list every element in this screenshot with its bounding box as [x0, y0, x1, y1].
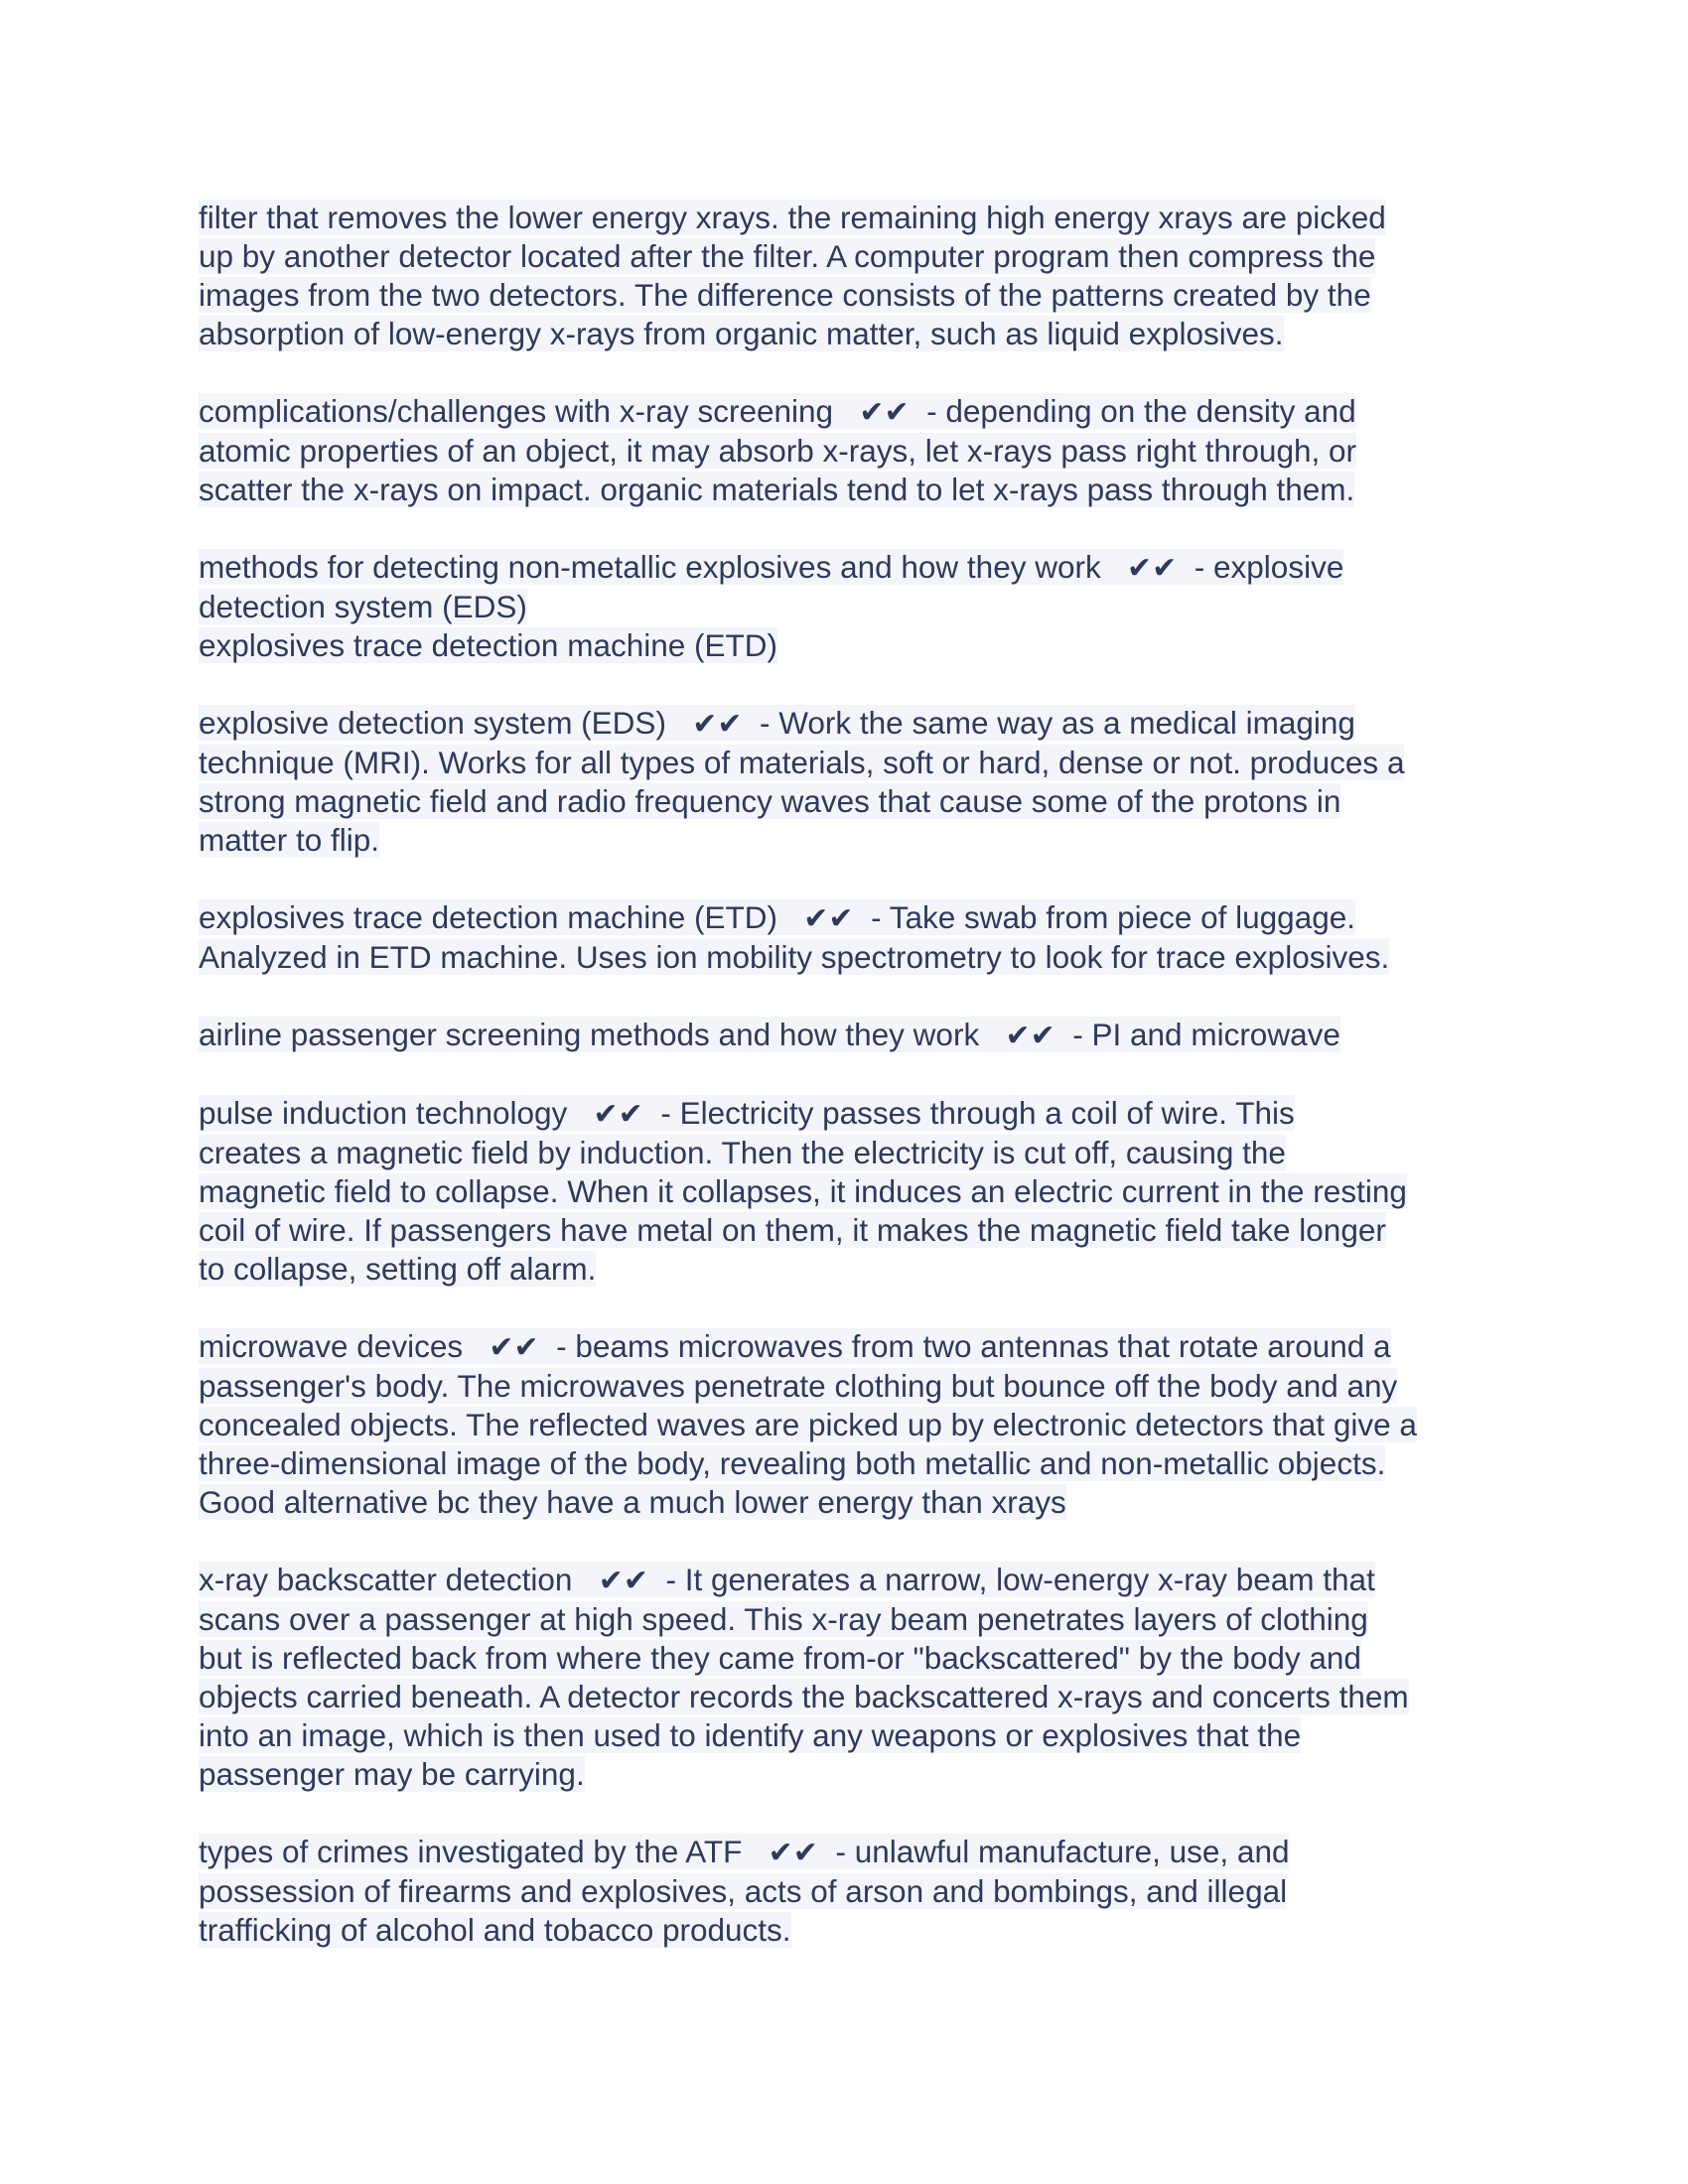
- entry-answer-start: - Work the same way as a medical imaging: [760, 705, 1355, 741]
- text-line: explosives trace detection machine (ETD): [199, 627, 777, 663]
- flashcard-entry: [199, 704, 1509, 860]
- flashcard-entry: [199, 1327, 1509, 1522]
- text-line: technique (MRI). Works for all types of materials, soft or hard, dense or not. produces a: [199, 745, 1405, 780]
- flashcard-entry: [199, 1561, 1509, 1794]
- text-line: scatter the x-rays on impact. organic materials tend to let x-rays pass through them.: [199, 472, 1355, 507]
- text-line: detection system (EDS): [199, 589, 527, 624]
- entry-first-line: [199, 392, 1509, 432]
- entry-answer-start: - explosive: [1194, 549, 1344, 585]
- entry-first-line: [199, 1094, 1509, 1134]
- entry-term: types of crimes investigated by the ATF: [199, 1834, 743, 1869]
- entry-term: complications/challenges with x-ray screening: [199, 393, 834, 429]
- text-line: up by another detector located after the filter. A computer program then compress the: [199, 238, 1376, 274]
- double-check-icon: ✔✔: [768, 1836, 818, 1870]
- text-line: passenger may be carrying.: [199, 1756, 585, 1792]
- entry-answer-start: - Electricity passes through a coil of wire. This: [660, 1095, 1295, 1131]
- text-line: objects carried beneath. A detector records the backscattered x-rays and concerts them: [199, 1679, 1409, 1714]
- entry-term: x-ray backscatter detection: [199, 1562, 573, 1597]
- double-check-icon: ✔✔: [692, 707, 743, 742]
- flashcard-entry: [199, 898, 1509, 977]
- double-check-icon: ✔✔: [598, 1564, 648, 1598]
- text-line: creates a magnetic field by induction. Then the electricity is cut off, causing the: [199, 1135, 1286, 1170]
- entry-first-line: [199, 1561, 1509, 1600]
- double-check-icon: ✔✔: [489, 1330, 539, 1365]
- flashcard-entry: [199, 1016, 1509, 1055]
- text-line: trafficking of alcohol and tobacco products.: [199, 1912, 791, 1948]
- text-line: three-dimensional image of the body, revealing both metallic and non-metallic objects.: [199, 1445, 1386, 1481]
- entry-answer-start: - beams microwaves from two antennas that rotate around a: [556, 1328, 1391, 1364]
- text-line: possession of firearms and explosives, acts of arson and bombings, and illegal: [199, 1873, 1288, 1909]
- entry-term: explosive detection system (EDS): [199, 705, 666, 741]
- entry-term: pulse induction technology: [199, 1095, 568, 1131]
- entry-first-line: [199, 1327, 1509, 1367]
- flashcard-entry: [199, 1094, 1509, 1289]
- entry-first-line: [199, 898, 1509, 938]
- double-check-icon: ✔✔: [859, 395, 910, 430]
- text-line: strong magnetic field and radio frequency waves that cause some of the protons in: [199, 783, 1341, 819]
- flashcard-entry: [199, 392, 1509, 509]
- double-check-icon: ✔✔: [1005, 1019, 1055, 1053]
- entry-term: explosives trace detection machine (ETD): [199, 899, 777, 935]
- text-line: to collapse, setting off alarm.: [199, 1251, 597, 1287]
- entry-first-line: [199, 548, 1509, 588]
- entry-answer-start: - unlawful manufacture, use, and: [835, 1834, 1290, 1869]
- entry-answer-start: - PI and microwave: [1072, 1017, 1340, 1052]
- entry-term: microwave devices: [199, 1328, 464, 1364]
- double-check-icon: ✔✔: [593, 1097, 643, 1132]
- double-check-icon: ✔✔: [803, 901, 854, 936]
- entry-first-line: [199, 1016, 1509, 1055]
- entry-term: airline passenger screening methods and how they work: [199, 1017, 980, 1052]
- entry-first-line: [199, 1833, 1509, 1872]
- flashcard-entry: [199, 1833, 1509, 1950]
- text-line: Analyzed in ETD machine. Uses ion mobility spectrometry to look for trace explosives.: [199, 939, 1390, 975]
- paragraph-continuation: [199, 199, 1509, 353]
- document-body: [199, 199, 1509, 1988]
- text-line: matter to flip.: [199, 822, 380, 858]
- entry-answer-start: - Take swab from piece of luggage.: [871, 899, 1356, 935]
- text-line: atomic properties of an object, it may absorb x-rays, let x-rays pass right through, or: [199, 433, 1356, 469]
- entry-answer-start: - depending on the density and: [926, 393, 1356, 429]
- entry-first-line: [199, 704, 1509, 744]
- entry-answer-start: - It generates a narrow, low-energy x-ray beam that: [665, 1562, 1375, 1597]
- flashcard-entry: [199, 548, 1509, 665]
- text-line: concealed objects. The reflected waves are picked up by electronic detectors that give a: [199, 1407, 1417, 1442]
- text-line: magnetic field to collapse. When it collapses, it induces an electric current in the resting: [199, 1173, 1407, 1209]
- text-line: passenger's body. The microwaves penetrate clothing but bounce off the body and any: [199, 1368, 1398, 1404]
- text-line: Good alternative bc they have a much lower energy than xrays: [199, 1484, 1066, 1520]
- text-line: absorption of low-energy x-rays from organic matter, such as liquid explosives.: [199, 316, 1284, 351]
- text-line: but is reflected back from where they came from-or "backscattered" by the body and: [199, 1640, 1361, 1676]
- double-check-icon: ✔✔: [1126, 551, 1178, 586]
- text-line: into an image, which is then used to identify any weapons or explosives that the: [199, 1717, 1302, 1753]
- text-line: coil of wire. If passengers have metal on them, it makes the magnetic field take longer: [199, 1212, 1386, 1248]
- text-line: scans over a passenger at high speed. This x-ray beam penetrates layers of clothing: [199, 1601, 1368, 1637]
- text-line: images from the two detectors. The difference consists of the patterns created by the: [199, 277, 1371, 313]
- entry-term: methods for detecting non-metallic explosives and how they work: [199, 549, 1101, 585]
- text-line: filter that removes the lower energy xrays. the remaining high energy xrays are picked: [199, 200, 1386, 235]
